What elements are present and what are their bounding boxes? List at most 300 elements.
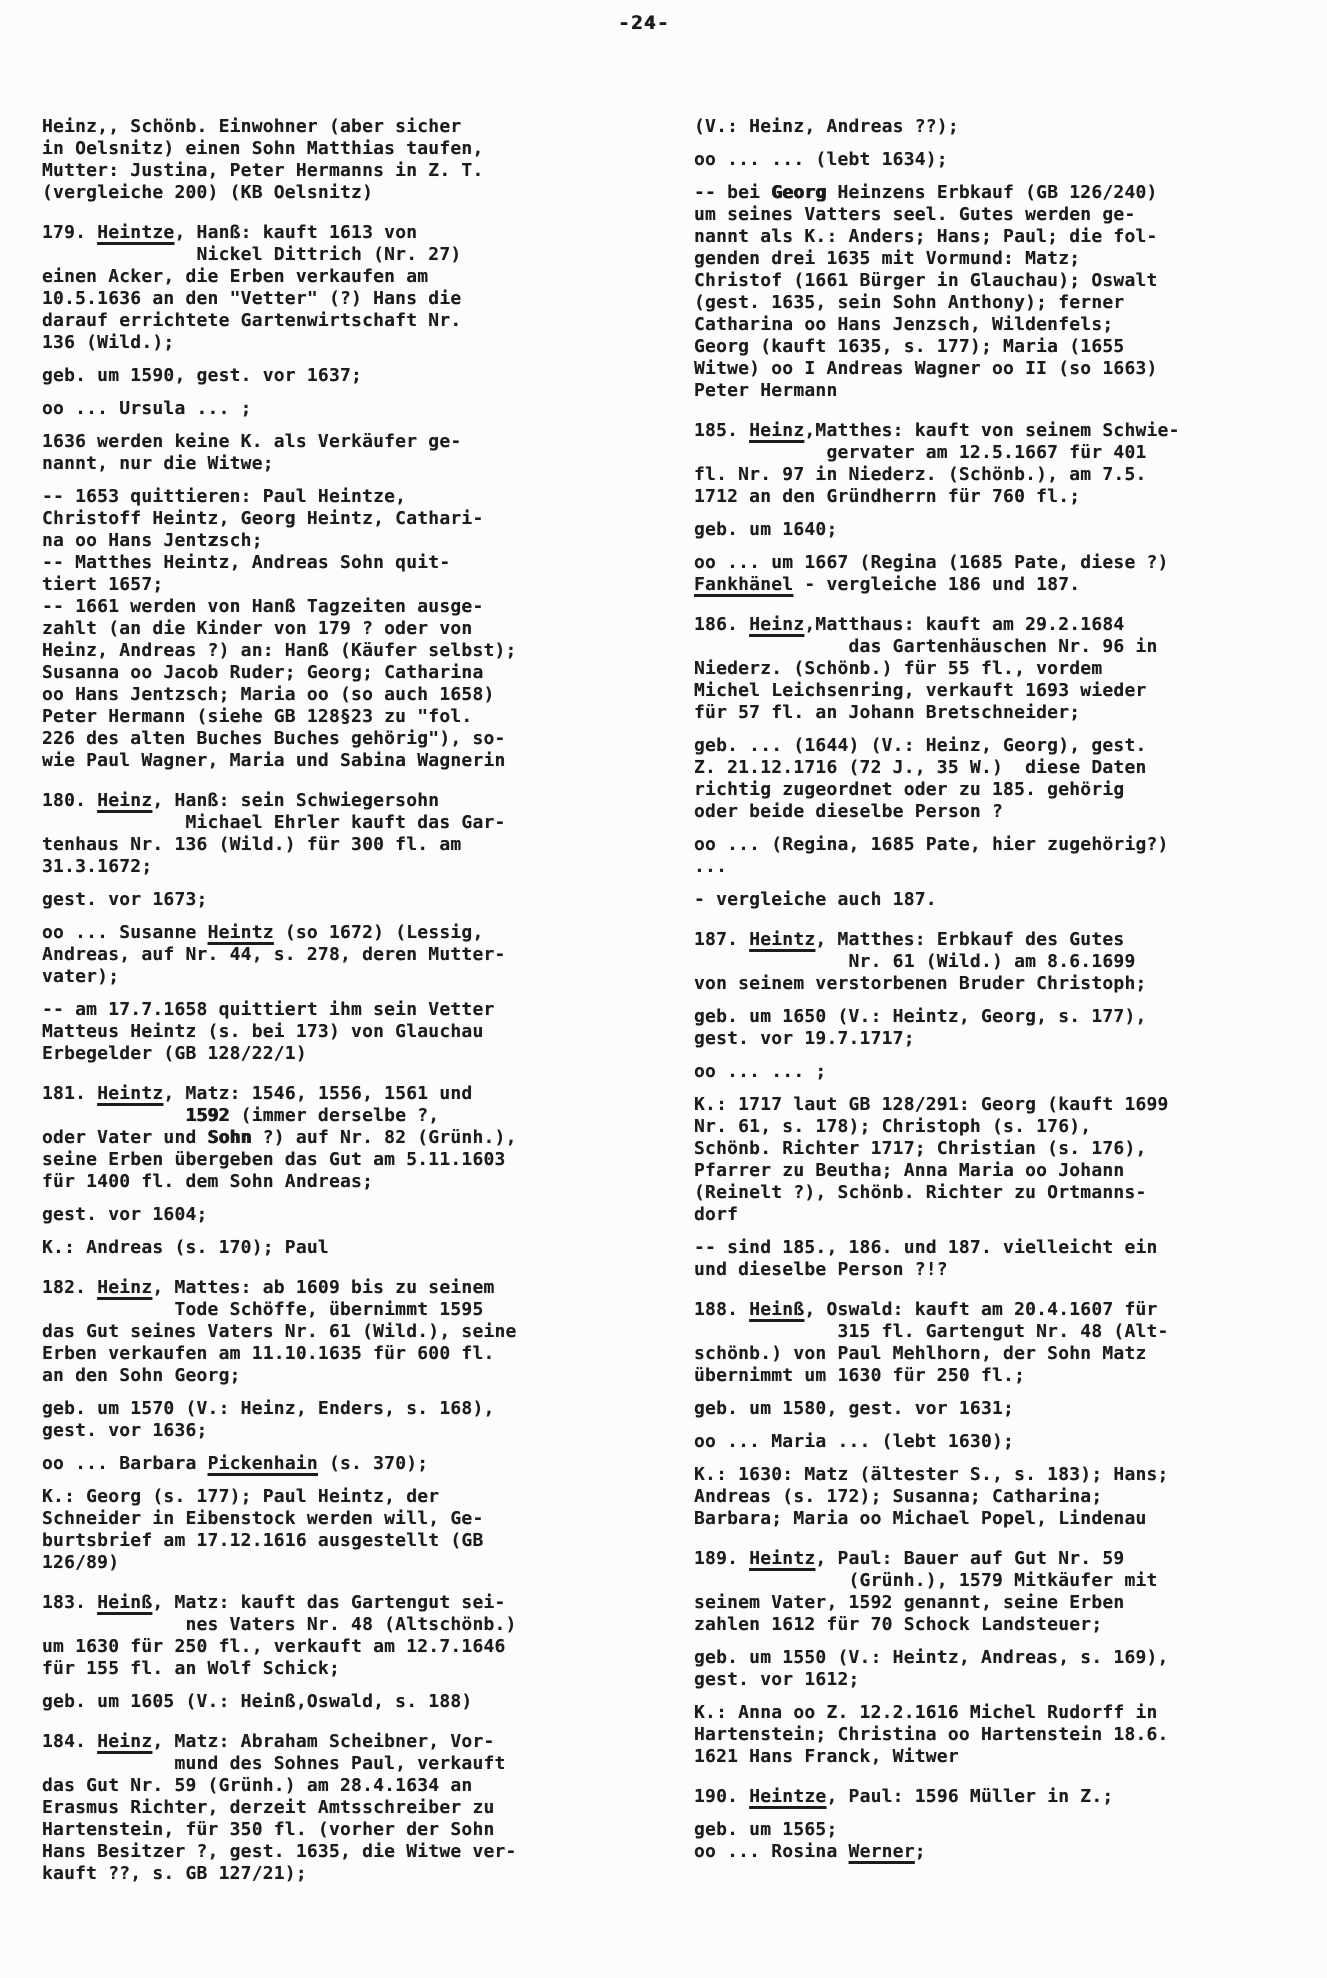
text-run: (Grünh.), 1579 Mitkäufer mit	[694, 1570, 1158, 1591]
text-run: schönb.) von Paul Mehlhorn, der Sohn Matz	[694, 1343, 1147, 1364]
paragraph	[694, 735, 1320, 823]
text-line	[694, 552, 1320, 574]
text-run: 315 fl. Gartengut Nr. 48 (Alt-	[694, 1321, 1169, 1342]
text-line	[694, 757, 1320, 779]
text-line	[694, 1702, 1320, 1724]
text-line	[694, 1464, 1320, 1486]
text-line	[694, 1182, 1320, 1204]
paragraph	[694, 1464, 1320, 1530]
text-run: für 57 fl. an Johann Bretschneider;	[694, 702, 1081, 723]
text-run: in Oelsnitz) einen Sohn Matthias taufen,	[42, 138, 484, 159]
text-run: geb. um 1590, gest. vor 1637;	[42, 365, 363, 386]
text-line	[694, 889, 1320, 911]
text-run: 187.	[694, 929, 750, 950]
text-run: (Reinelt ?), Schönb. Richter zu Ortmanns-	[694, 1182, 1147, 1203]
paragraph	[42, 431, 678, 475]
text-run: übernimmt um 1630 für 250 fl.;	[694, 1365, 1026, 1386]
text-run: Heinzens Erbkauf (GB 126/240)	[826, 182, 1158, 203]
text-run: (immer derselbe ?,	[229, 1105, 440, 1126]
text-line	[694, 951, 1320, 973]
text-run: Andreas, auf Nr. 44, s. 278, deren Mutter-	[42, 944, 506, 965]
text-line	[42, 1420, 678, 1442]
overstruck-text: 1592	[185, 1105, 230, 1126]
paragraph	[42, 999, 678, 1065]
text-line	[694, 1570, 1320, 1592]
underlined-name: Heinz	[749, 420, 805, 441]
text-run: 185.	[694, 420, 750, 441]
text-line	[694, 1061, 1320, 1083]
text-run: geb. um 1650 (V.: Heintz, Georg, s. 177),	[694, 1006, 1147, 1027]
text-run: oo ... ... ;	[694, 1061, 827, 1082]
text-run: 184.	[42, 1731, 98, 1752]
paragraph	[694, 1431, 1320, 1453]
text-run: ;	[914, 1841, 926, 1862]
text-line	[42, 596, 678, 618]
text-run: Pfarrer zu Beutha; Anna Maria oo Johann	[694, 1160, 1125, 1181]
text-line	[694, 380, 1320, 402]
text-run: Erasmus Richter, derzeit Amtsschreiber zu	[42, 1797, 495, 1818]
text-run: oo ... Ursula ... ;	[42, 398, 252, 419]
paragraph	[694, 552, 1320, 596]
text-line	[42, 1299, 678, 1321]
text-line	[694, 1786, 1320, 1808]
entry-paragraph	[694, 929, 1320, 995]
text-run: Schönb. Richter 1717; Christian (s. 176),	[694, 1138, 1147, 1159]
text-run: (s. 370);	[317, 1453, 429, 1474]
paragraph	[42, 1398, 678, 1442]
text-run: Witwe) oo I Andreas Wagner oo II (so 1663)	[694, 358, 1158, 379]
text-run: , Matz: 1546, 1556, 1561 und	[163, 1083, 473, 1104]
text-line	[42, 1105, 678, 1127]
text-line	[42, 1797, 678, 1819]
text-line	[42, 530, 678, 552]
text-run: Tode Schöffe, übernimmt 1595	[42, 1299, 484, 1320]
text-line	[42, 1530, 678, 1552]
text-line	[694, 442, 1320, 464]
text-run: das Gut Nr. 59 (Grünh.) am 28.4.1634 an	[42, 1775, 473, 1796]
entry-paragraph	[694, 1548, 1320, 1636]
text-line	[42, 1321, 678, 1343]
text-run: an den Sohn Georg;	[42, 1365, 241, 1386]
text-line	[42, 834, 678, 856]
text-run: , Oswald: kauft am 20.4.1607 für	[804, 1299, 1158, 1320]
text-line	[694, 1259, 1320, 1281]
text-line	[694, 464, 1320, 486]
text-run: richtig zugeordnet oder zu 185. gehörig	[694, 779, 1125, 800]
text-line	[694, 1094, 1320, 1116]
text-line	[694, 636, 1320, 658]
paragraph	[42, 1486, 678, 1574]
text-line	[42, 812, 678, 834]
text-run: burtsbrief am 17.12.1616 ausgestellt (GB	[42, 1530, 484, 1551]
text-line	[694, 614, 1320, 636]
text-run: Hartenstein; Christina oo Hartenstein 18.6.	[694, 1724, 1169, 1745]
text-line	[42, 1204, 678, 1226]
text-run: seine Erben übergeben das Gut am 5.11.1603	[42, 1149, 506, 1170]
overstruck-text: Georg	[771, 182, 827, 203]
text-line	[694, 658, 1320, 680]
text-line	[694, 735, 1320, 757]
text-run: K.: Andreas (s. 170); Paul	[42, 1237, 329, 1258]
text-run: oo ... ... (lebt 1634);	[694, 149, 948, 170]
text-run: K.: 1717 laut GB 128/291: Georg (kauft 1699	[694, 1094, 1169, 1115]
text-run: um 1630 für 250 fl., verkauft am 12.7.1646	[42, 1636, 506, 1657]
entry-paragraph	[694, 420, 1320, 508]
paragraph	[694, 1006, 1320, 1050]
text-line	[694, 204, 1320, 226]
text-run: 136 (Wild.);	[42, 332, 175, 353]
text-line	[42, 1021, 678, 1043]
underlined-name: Heinß	[97, 1592, 153, 1613]
text-line	[42, 1398, 678, 1420]
text-line	[694, 779, 1320, 801]
text-line	[694, 1746, 1320, 1768]
text-line	[694, 680, 1320, 702]
entry-paragraph	[42, 1083, 678, 1193]
text-line	[42, 1171, 678, 1193]
text-line	[42, 944, 678, 966]
text-line	[42, 889, 678, 911]
text-run: Nickel Dittrich (Nr. 27)	[42, 244, 462, 265]
text-run: nes Vaters Nr. 48 (Altschönb.)	[42, 1614, 517, 1635]
text-line	[42, 1365, 678, 1387]
text-line	[694, 1028, 1320, 1050]
text-run: 180.	[42, 790, 98, 811]
entry-paragraph	[694, 614, 1320, 724]
text-run: das Gartenhäuschen Nr. 96 in	[694, 636, 1158, 657]
paragraph	[694, 1647, 1320, 1691]
text-line	[42, 1508, 678, 1530]
text-line	[694, 856, 1320, 878]
paragraph	[694, 1237, 1320, 1281]
text-line	[694, 358, 1320, 380]
text-line	[42, 1552, 678, 1574]
text-run: tenhaus Nr. 136 (Wild.) für 300 fl. am	[42, 834, 462, 855]
text-run: , Matz: Abraham Scheibner, Vor-	[152, 1731, 495, 1752]
text-line	[694, 834, 1320, 856]
text-run: Erbegelder (GB 128/22/1)	[42, 1043, 307, 1064]
text-run: 188.	[694, 1299, 750, 1320]
text-run: (V.: Heinz, Andreas ??);	[694, 116, 959, 137]
text-run: Z. 21.12.1716 (72 J., 35 W.) diese Daten	[694, 757, 1147, 778]
text-line	[694, 1486, 1320, 1508]
text-line	[42, 1636, 678, 1658]
text-run: gest. vor 1612;	[694, 1669, 860, 1690]
underlined-name: Heinß	[749, 1299, 805, 1320]
entry-paragraph	[42, 1277, 678, 1387]
paragraph	[42, 365, 678, 387]
text-run: sch;	[218, 530, 263, 551]
text-run: , Matz: kauft das Gartengut sei-	[152, 1592, 506, 1613]
text-run: für 155 fl. an Wolf Schick;	[42, 1658, 340, 1679]
text-run: 182.	[42, 1277, 98, 1298]
underlined-name: Heinz	[749, 614, 805, 635]
text-line	[694, 270, 1320, 292]
text-line	[42, 1863, 678, 1885]
underlined-name: Heintz	[207, 922, 274, 943]
underlined-name: Fankhänel	[694, 574, 794, 595]
paragraph	[42, 889, 678, 911]
paragraph	[694, 1094, 1320, 1226]
text-run: Matteus Heintz (s. bei 173) von Glauchau	[42, 1021, 484, 1042]
text-line	[42, 182, 678, 204]
text-run: Barbara; Maria oo Michael Popel, Lindenau	[694, 1508, 1147, 1529]
text-run: K.: Anna oo Z. 12.2.1616 Michel Rudorff in	[694, 1702, 1158, 1723]
text-line	[694, 1006, 1320, 1028]
text-run: oo ... um 1667 (Regina (1685 Pate, diese ?)	[694, 552, 1169, 573]
text-run: -- bei	[694, 182, 772, 203]
text-run: tiert 1657;	[42, 574, 164, 595]
text-line	[42, 1731, 678, 1753]
text-line	[694, 1398, 1320, 1420]
text-run: ,Matthaus: kauft am 29.2.1684	[804, 614, 1125, 635]
entry-paragraph	[42, 1731, 678, 1885]
text-run: geb. um 1570 (V.: Heinz, Enders, s. 168),	[42, 1398, 495, 1419]
text-line	[694, 182, 1320, 204]
text-line	[694, 973, 1320, 995]
text-line	[42, 1149, 678, 1171]
entry-paragraph	[42, 1592, 678, 1680]
text-line	[694, 1116, 1320, 1138]
text-run: , Paul: Bauer auf Gut Nr. 59	[815, 1548, 1125, 1569]
overstruck-text: z	[207, 530, 219, 551]
text-run: Erben verkaufen am 11.10.1635 für 600 fl.	[42, 1343, 495, 1364]
text-run: Peter Hermann	[694, 380, 838, 401]
text-run: mund des Sohnes Paul, verkauft	[42, 1753, 506, 1774]
text-line	[694, 226, 1320, 248]
paragraph	[694, 1702, 1320, 1768]
underlined-name: Heintz	[97, 1083, 164, 1104]
text-run: geb. ... (1644) (V.: Heinz, Georg), gest.	[694, 735, 1147, 756]
underlined-name: Heintz	[749, 1548, 816, 1569]
text-line	[42, 222, 678, 244]
text-run: vater);	[42, 966, 120, 987]
text-line	[694, 929, 1320, 951]
text-line	[694, 1204, 1320, 1226]
paragraph	[42, 1691, 678, 1713]
text-run: einen Acker, die Erben verkaufen am	[42, 266, 429, 287]
text-run: 190.	[694, 1786, 750, 1807]
page-number: -24-	[618, 12, 670, 34]
text-line	[42, 365, 678, 387]
text-run: (so 1672) (Lessig,	[273, 922, 484, 943]
text-run: , Matthes: Erbkauf des Gutes	[815, 929, 1125, 950]
text-line	[42, 486, 678, 508]
text-run: gest. vor 19.7.1717;	[694, 1028, 915, 1049]
text-run: geb. um 1605 (V.: Heinß,Oswald, s. 188)	[42, 1691, 473, 1712]
text-run: -- 1661 werden von Hanß Tagzeiten ausge-	[42, 596, 484, 617]
text-run: Susanna oo Jacob Ruder; Georg; Catharina	[42, 662, 484, 683]
text-line	[694, 1138, 1320, 1160]
text-run: Hans Besitzer ?, gest. 1635, die Witwe ver-	[42, 1841, 517, 1862]
paragraph	[42, 1453, 678, 1475]
text-line	[694, 314, 1320, 336]
text-line	[694, 1299, 1320, 1321]
text-line	[694, 1321, 1320, 1343]
paragraph	[42, 922, 678, 988]
text-run: kauft ??, s. GB 127/21);	[42, 1863, 307, 1884]
text-run: darauf errichtete Gartenwirtschaft Nr.	[42, 310, 462, 331]
text-line	[42, 508, 678, 530]
left-column	[42, 116, 678, 1896]
text-run: genden drei 1635 mit Vormund: Matz;	[694, 248, 1081, 269]
text-line	[42, 922, 678, 944]
text-run: geb. um 1580, gest. vor 1631;	[694, 1398, 1015, 1419]
text-run: 10.5.1636 an den "Vetter" (?) Hans die	[42, 288, 462, 309]
text-run: oo ... Susanne	[42, 922, 208, 943]
text-run: na oo Hans Jent	[42, 530, 208, 551]
text-line	[694, 519, 1320, 541]
entry-paragraph	[42, 790, 678, 878]
text-run: ?) auf Nr. 82 (Grünh.),	[251, 1127, 517, 1148]
overstruck-text: Sohn	[207, 1127, 252, 1148]
text-line	[694, 1819, 1320, 1841]
text-run: Hartenstein, für 350 fl. (vorher der Sohn	[42, 1819, 495, 1840]
text-run: - vergleiche auch 187.	[694, 889, 937, 910]
paragraph	[694, 1398, 1320, 1420]
text-line	[694, 116, 1320, 138]
text-run: Christof (1661 Bürger in Glauchau); Oswalt	[694, 270, 1158, 291]
text-run: (vergleiche 200) (KB Oelsnitz)	[42, 182, 374, 203]
paragraph	[694, 889, 1320, 911]
text-line	[42, 116, 678, 138]
text-line	[42, 1775, 678, 1797]
text-run: oo ... Rosina	[694, 1841, 849, 1862]
text-run: gest. vor 1636;	[42, 1420, 208, 1441]
text-run: Peter Hermann (siehe GB 128§23 zu "fol.	[42, 706, 473, 727]
text-line	[42, 1127, 678, 1149]
text-run: 1636 werden keine K. als Verkäufer ge-	[42, 431, 462, 452]
underlined-name: Heintze	[97, 222, 175, 243]
text-run: K.: 1630: Matz (ältester S., s. 183); Hans;	[694, 1464, 1169, 1485]
text-line	[42, 1486, 678, 1508]
text-run: Nr. 61, s. 178); Christoph (s. 176),	[694, 1116, 1092, 1137]
text-run: Schneider in Eibenstock werden will, Ge-	[42, 1508, 484, 1529]
text-line	[694, 1614, 1320, 1636]
text-run: oder beide dieselbe Person ?	[694, 801, 1004, 822]
paragraph	[694, 834, 1320, 878]
text-line	[42, 1083, 678, 1105]
text-run: 31.3.1672;	[42, 856, 153, 877]
text-run: -- am 17.7.1658 quittiert ihm sein Vetter	[42, 999, 495, 1020]
text-line	[694, 1160, 1320, 1182]
text-line	[694, 1669, 1320, 1691]
text-line	[42, 999, 678, 1021]
underlined-name: Heinz	[97, 1731, 153, 1752]
text-line	[42, 706, 678, 728]
text-run: , Hanß: kauft 1613 von	[174, 222, 418, 243]
entry-paragraph	[694, 1786, 1320, 1808]
text-run: , Mattes: ab 1609 bis zu seinem	[152, 1277, 495, 1298]
paragraph	[42, 116, 678, 204]
right-column	[694, 116, 1320, 1874]
text-line	[42, 750, 678, 772]
text-run: Andreas (s. 172); Susanna; Catharina;	[694, 1486, 1103, 1507]
text-line	[694, 702, 1320, 724]
text-line	[42, 728, 678, 750]
text-line	[42, 1343, 678, 1365]
entry-paragraph	[42, 222, 678, 354]
text-run: das Gut seines Vaters Nr. 61 (Wild.), seine	[42, 1321, 517, 1342]
paragraph	[694, 182, 1320, 402]
text-line	[42, 138, 678, 160]
text-line	[42, 453, 678, 475]
text-run: ,Matthes: kauft von seinem Schwie-	[804, 420, 1180, 441]
text-run: Heinz,, Schönb. Einwohner (aber sicher	[42, 116, 462, 137]
text-line	[694, 1508, 1320, 1530]
text-run: geb. um 1550 (V.: Heintz, Andreas, s. 169),	[694, 1647, 1169, 1668]
text-run: Nr. 61 (Wild.) am 8.6.1699	[694, 951, 1136, 972]
text-run: -- 1653 quittieren: Paul Heintze,	[42, 486, 407, 507]
text-line	[694, 1343, 1320, 1365]
text-run: 1621 Hans Franck, Witwer	[694, 1746, 959, 1767]
text-run: - vergleiche 186 und 187.	[793, 574, 1081, 595]
text-line	[694, 1548, 1320, 1570]
text-line	[694, 1365, 1320, 1387]
underlined-name: Pickenhain	[207, 1453, 318, 1474]
text-line	[42, 1841, 678, 1863]
text-line	[42, 1819, 678, 1841]
text-run: nannt als K.: Anders; Hans; Paul; die fol-	[694, 226, 1158, 247]
text-run: 181.	[42, 1083, 98, 1104]
text-run: Mutter: Justina, Peter Hermanns in Z. T.	[42, 160, 484, 181]
text-run: von seinem verstorbenen Bruder Christoph;	[694, 973, 1147, 994]
text-line	[42, 684, 678, 706]
text-line	[42, 1277, 678, 1299]
text-line	[42, 1614, 678, 1636]
underlined-name: Heinz	[97, 790, 153, 811]
text-run: , Paul: 1596 Müller in Z.;	[826, 1786, 1114, 1807]
text-run: Michael Ehrler kauft das Gar-	[42, 812, 506, 833]
text-run: oo ... Barbara	[42, 1453, 208, 1474]
text-line	[42, 160, 678, 182]
text-run: gest. vor 1604;	[42, 1204, 208, 1225]
text-line	[694, 1592, 1320, 1614]
underlined-name: Werner	[848, 1841, 915, 1862]
text-line	[694, 1724, 1320, 1746]
paragraph	[694, 1061, 1320, 1083]
paragraph	[694, 116, 1320, 138]
text-run: 226 des alten Buches Buches gehörig"), so-	[42, 728, 506, 749]
text-line	[694, 292, 1320, 314]
text-run: für 1400 fl. dem Sohn Andreas;	[42, 1171, 374, 1192]
underlined-name: Heintz	[749, 929, 816, 950]
text-line	[42, 310, 678, 332]
text-run: K.: Georg (s. 177); Paul Heintz, der	[42, 1486, 440, 1507]
paragraph	[694, 149, 1320, 171]
paragraph	[42, 486, 678, 772]
text-run: 189.	[694, 1548, 750, 1569]
text-line	[694, 1647, 1320, 1669]
text-line	[42, 966, 678, 988]
text-line	[42, 266, 678, 288]
text-run: seinem Vater, 1592 genannt, seine Erben	[694, 1592, 1125, 1613]
text-run: dorf	[694, 1204, 739, 1225]
text-line	[694, 574, 1320, 596]
text-line	[694, 336, 1320, 358]
text-line	[694, 149, 1320, 171]
text-run: um seines Vatters seel. Gutes werden ge-	[694, 204, 1136, 225]
text-run: oder Vater und	[42, 1127, 208, 1148]
text-run: oo Hans Jentzsch; Maria oo (so auch 1658)	[42, 684, 495, 705]
text-run: Niederz. (Schönb.) für 55 fl., vordem	[694, 658, 1103, 679]
text-run: gest. vor 1673;	[42, 889, 208, 910]
text-run: nannt, nur die Witwe;	[42, 453, 274, 474]
text-run: -- sind 185., 186. und 187. vielleicht ein	[694, 1237, 1158, 1258]
text-run: Christoff Heintz, Georg Heintz, Cathari-	[42, 508, 484, 529]
text-run: 1712 an den Gründherrn für 760 fl.;	[694, 486, 1081, 507]
text-run: zahlt (an die Kinder von 179 ? oder von	[42, 618, 473, 639]
